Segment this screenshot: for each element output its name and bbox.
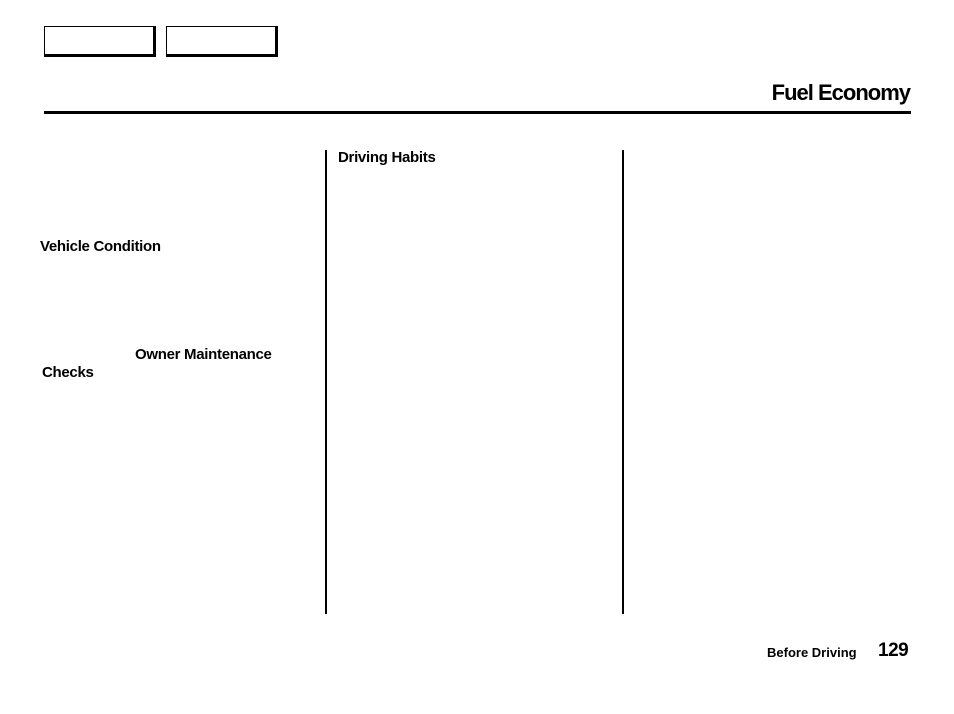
column-divider-left — [325, 150, 327, 614]
footer-section-label: Before Driving — [767, 645, 857, 660]
checks-link[interactable]: Checks — [42, 364, 94, 381]
next-page-button[interactable] — [166, 26, 278, 57]
vehicle-condition-heading: Vehicle Condition — [40, 238, 161, 255]
page-title: Fuel Economy — [771, 80, 910, 105]
title-divider — [44, 111, 911, 114]
owner-maintenance-link[interactable]: Owner Maintenance — [135, 346, 272, 363]
previous-page-button[interactable] — [44, 26, 156, 57]
driving-habits-heading: Driving Habits — [338, 149, 436, 166]
column-divider-right — [622, 150, 624, 614]
page-number: 129 — [878, 640, 909, 661]
